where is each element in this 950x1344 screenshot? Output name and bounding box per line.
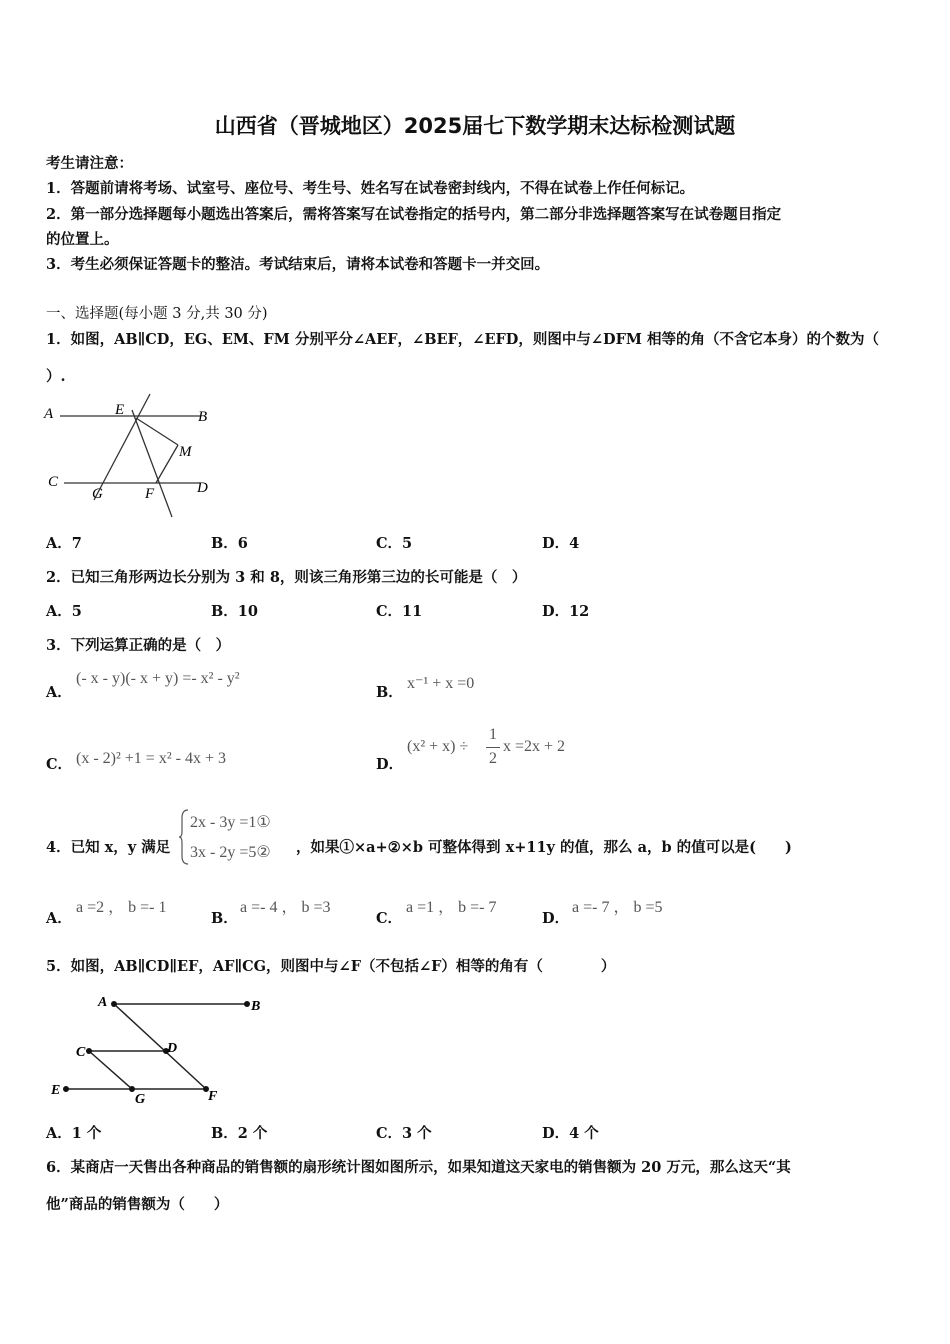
- notice-line-2-cont: 的位置上。: [46, 231, 119, 248]
- q5-option-a[interactable]: A．1 个: [46, 1125, 102, 1142]
- fig1-label-c: C: [48, 474, 59, 490]
- q4-system-brace: [178, 808, 190, 866]
- q1-option-a[interactable]: A．7: [46, 535, 82, 552]
- question-4-text: ，如果①×a+②×b 可整体得到 x+11y 的值，那么 a，b 的值可以是( ): [296, 839, 792, 856]
- q2-option-b[interactable]: B．10: [211, 603, 258, 620]
- fig5-label-f: F: [208, 1089, 218, 1104]
- question-1-figure: [40, 390, 220, 522]
- question-5-figure: [46, 990, 276, 1108]
- q3-expr-d-pre: (x² + x) ÷: [407, 738, 469, 755]
- q4-equation-1: 2x - 3y =1①: [190, 814, 271, 831]
- q3-option-d[interactable]: D．: [376, 756, 404, 773]
- section-heading: 一、选择题(每小题 3 分,共 30 分): [46, 306, 268, 322]
- notice-line-2: 2．第一部分选择题每小题选出答案后，需将答案写在试卷指定的括号内，第二部分非选择题答案写在试卷题目指定: [46, 206, 782, 223]
- question-2-text: 2．已知三角形两边长分别为 3 和 8，则该三角形第三边的长可能是（ ）: [46, 569, 527, 586]
- notice-line-1: 1．答题前请将考场、试室号、座位号、考生号、姓名写在试卷密封线内，不得在试卷上作任何标记。: [46, 180, 695, 197]
- fig5-label-a: A: [98, 995, 108, 1010]
- q1-option-b[interactable]: B．6: [211, 535, 248, 552]
- question-4-intro: 4．已知 x，y 满足: [46, 839, 171, 856]
- fig1-label-g: G: [92, 486, 103, 502]
- q4-expr-b: a =- 4 ， b =3: [240, 899, 331, 916]
- q4-option-d[interactable]: D．: [542, 910, 570, 927]
- q4-option-a[interactable]: A．: [46, 910, 72, 927]
- q3-option-a[interactable]: A．: [46, 684, 72, 701]
- fig5-label-b: B: [251, 999, 261, 1014]
- question-1-text: 1．如图，AB∥CD，EG、EM、FM 分别平分∠AEF，∠BEF，∠EFD，则图中与∠DFM 相等的角（不含它本身）的个数为（: [46, 331, 879, 348]
- question-6-text-cont: 他”商品的销售额为（ ）: [46, 1196, 229, 1213]
- q3-expr-d-numerator: 1: [489, 726, 497, 743]
- page-title: 山西省（晋城地区）2025届七下数学期末达标检测试题: [214, 114, 736, 138]
- q3-option-c[interactable]: C．: [46, 756, 73, 773]
- fig1-label-d: D: [197, 480, 208, 496]
- q4-equation-2: 3x - 2y =5②: [190, 844, 271, 861]
- fig1-label-f: F: [145, 486, 155, 502]
- q1-option-c[interactable]: C．5: [376, 535, 413, 552]
- fig1-label-m: M: [179, 444, 192, 460]
- q3-option-b[interactable]: B．: [376, 684, 403, 701]
- fig1-label-e: E: [115, 402, 125, 418]
- question-6-text: 6．某商店一天售出各种商品的销售额的扇形统计图如图所示，如果知道这天家电的销售额为 20 万元，那么这天“其: [46, 1159, 791, 1176]
- q5-option-d[interactable]: D．4 个: [542, 1125, 599, 1142]
- q4-expr-c: a =1 ， b =- 7: [406, 899, 497, 916]
- q4-expr-a: a =2 ， b =- 1: [76, 899, 167, 916]
- q5-option-c[interactable]: C．3 个: [376, 1125, 432, 1142]
- q3-expr-c: (x - 2)² +1 = x² - 4x + 3: [76, 750, 226, 767]
- q5-option-b[interactable]: B．2 个: [211, 1125, 268, 1142]
- q3-expr-b: x⁻¹ + x =0: [407, 675, 475, 692]
- q4-option-c[interactable]: C．: [376, 910, 403, 927]
- q2-option-a[interactable]: A．5: [46, 603, 82, 620]
- fig1-label-b: B: [198, 409, 208, 425]
- notice-line-3: 3．考生必须保证答题卡的整洁。考试结束后，请将本试卷和答题卡一并交回。: [46, 256, 550, 273]
- q2-option-c[interactable]: C．11: [376, 603, 423, 620]
- q4-option-b[interactable]: B．: [211, 910, 238, 927]
- fig5-label-c: C: [76, 1045, 86, 1060]
- question-5-text: 5．如图，AB∥CD∥EF，AF∥CG，则图中与∠F（不包括∠F）相等的角有（ ）: [46, 958, 616, 975]
- fig5-label-e: E: [51, 1083, 61, 1098]
- notice-heading: 考生请注意：: [46, 155, 133, 172]
- q1-option-d[interactable]: D．4: [542, 535, 580, 552]
- q3-fraction-bar: [486, 747, 500, 748]
- q3-expr-a: (- x - y)(- x + y) =- x² - y²: [76, 670, 240, 687]
- fig1-label-a: A: [44, 406, 54, 422]
- question-3-text: 3．下列运算正确的是（ ）: [46, 637, 231, 654]
- q4-expr-d: a =- 7 ， b =5: [572, 899, 663, 916]
- q3-expr-d-post: x =2x + 2: [503, 738, 566, 755]
- fig5-label-d: D: [167, 1041, 178, 1056]
- q2-option-d[interactable]: D．12: [542, 603, 590, 620]
- fig5-label-g: G: [135, 1092, 146, 1107]
- q3-expr-d-denominator: 2: [489, 750, 497, 767]
- question-1-text-end: ）.: [46, 368, 66, 385]
